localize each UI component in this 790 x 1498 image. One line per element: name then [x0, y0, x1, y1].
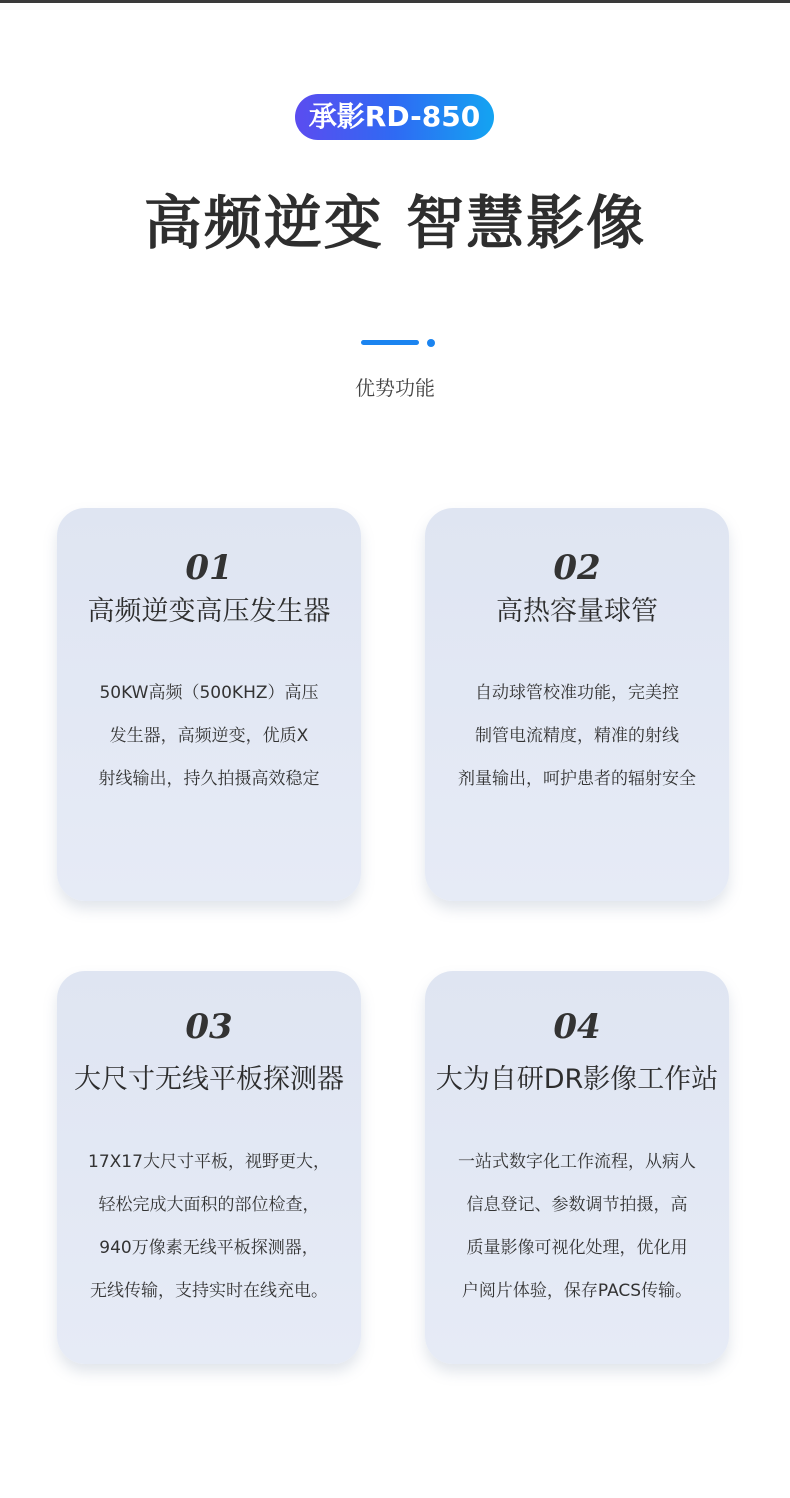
- top-border: [0, 0, 790, 3]
- feature-description-line: 轻松完成大面积的部位检查，: [98, 1195, 320, 1215]
- section-subtitle: 优势功能: [355, 376, 435, 400]
- feature-description-line: 户阅片体验，保存PACS传输。: [461, 1281, 693, 1301]
- feature-description-line: 制管电流精度，精准的射线: [475, 726, 679, 746]
- feature-card-01: [57, 508, 361, 901]
- feature-number: 02: [553, 548, 601, 588]
- feature-card-03: [57, 971, 361, 1364]
- feature-title: 高热容量球管: [496, 596, 658, 627]
- feature-description-line: 自动球管校准功能，完美控: [475, 683, 679, 703]
- feature-description-line: 50KW高频（500KHZ）高压: [99, 683, 319, 703]
- page-headline: 高频逆变 智慧影像: [143, 189, 647, 257]
- feature-description-line: 17X17大尺寸平板，视野更大，: [88, 1152, 330, 1172]
- feature-card-02: [425, 508, 729, 901]
- feature-description: [425, 672, 729, 801]
- feature-title: 大尺寸无线平板探测器: [74, 1064, 344, 1095]
- feature-description-line: 940万像素无线平板探测器，: [99, 1238, 319, 1258]
- feature-title: 大为自研DR影像工作站: [435, 1064, 719, 1095]
- feature-description-line: 射线输出，持久拍摄高效稳定: [98, 769, 320, 789]
- feature-card-04: [425, 971, 729, 1364]
- feature-description-line: 信息登记、参数调节拍摄，高: [466, 1195, 688, 1215]
- feature-description-line: 质量影像可视化处理，优化用: [466, 1238, 688, 1258]
- feature-description-line: 剂量输出，呵护患者的辐射安全: [458, 769, 696, 789]
- feature-number: 01: [185, 548, 233, 588]
- feature-number: 04: [553, 1007, 601, 1047]
- feature-description: [425, 1141, 729, 1313]
- feature-description: [57, 1141, 361, 1313]
- feature-number: 03: [185, 1007, 233, 1047]
- product-model-badge: 承影RD-850: [295, 94, 494, 140]
- feature-description-line: 无线传输，支持实时在线充电。: [90, 1281, 328, 1301]
- section-divider-line: [361, 340, 419, 345]
- feature-title: 高频逆变高压发生器: [87, 596, 331, 627]
- feature-description: [57, 672, 361, 801]
- section-divider-dot: [427, 339, 435, 347]
- feature-description-line: 一站式数字化工作流程，从病人: [458, 1152, 696, 1172]
- feature-description-line: 发生器，高频逆变，优质X: [109, 726, 309, 746]
